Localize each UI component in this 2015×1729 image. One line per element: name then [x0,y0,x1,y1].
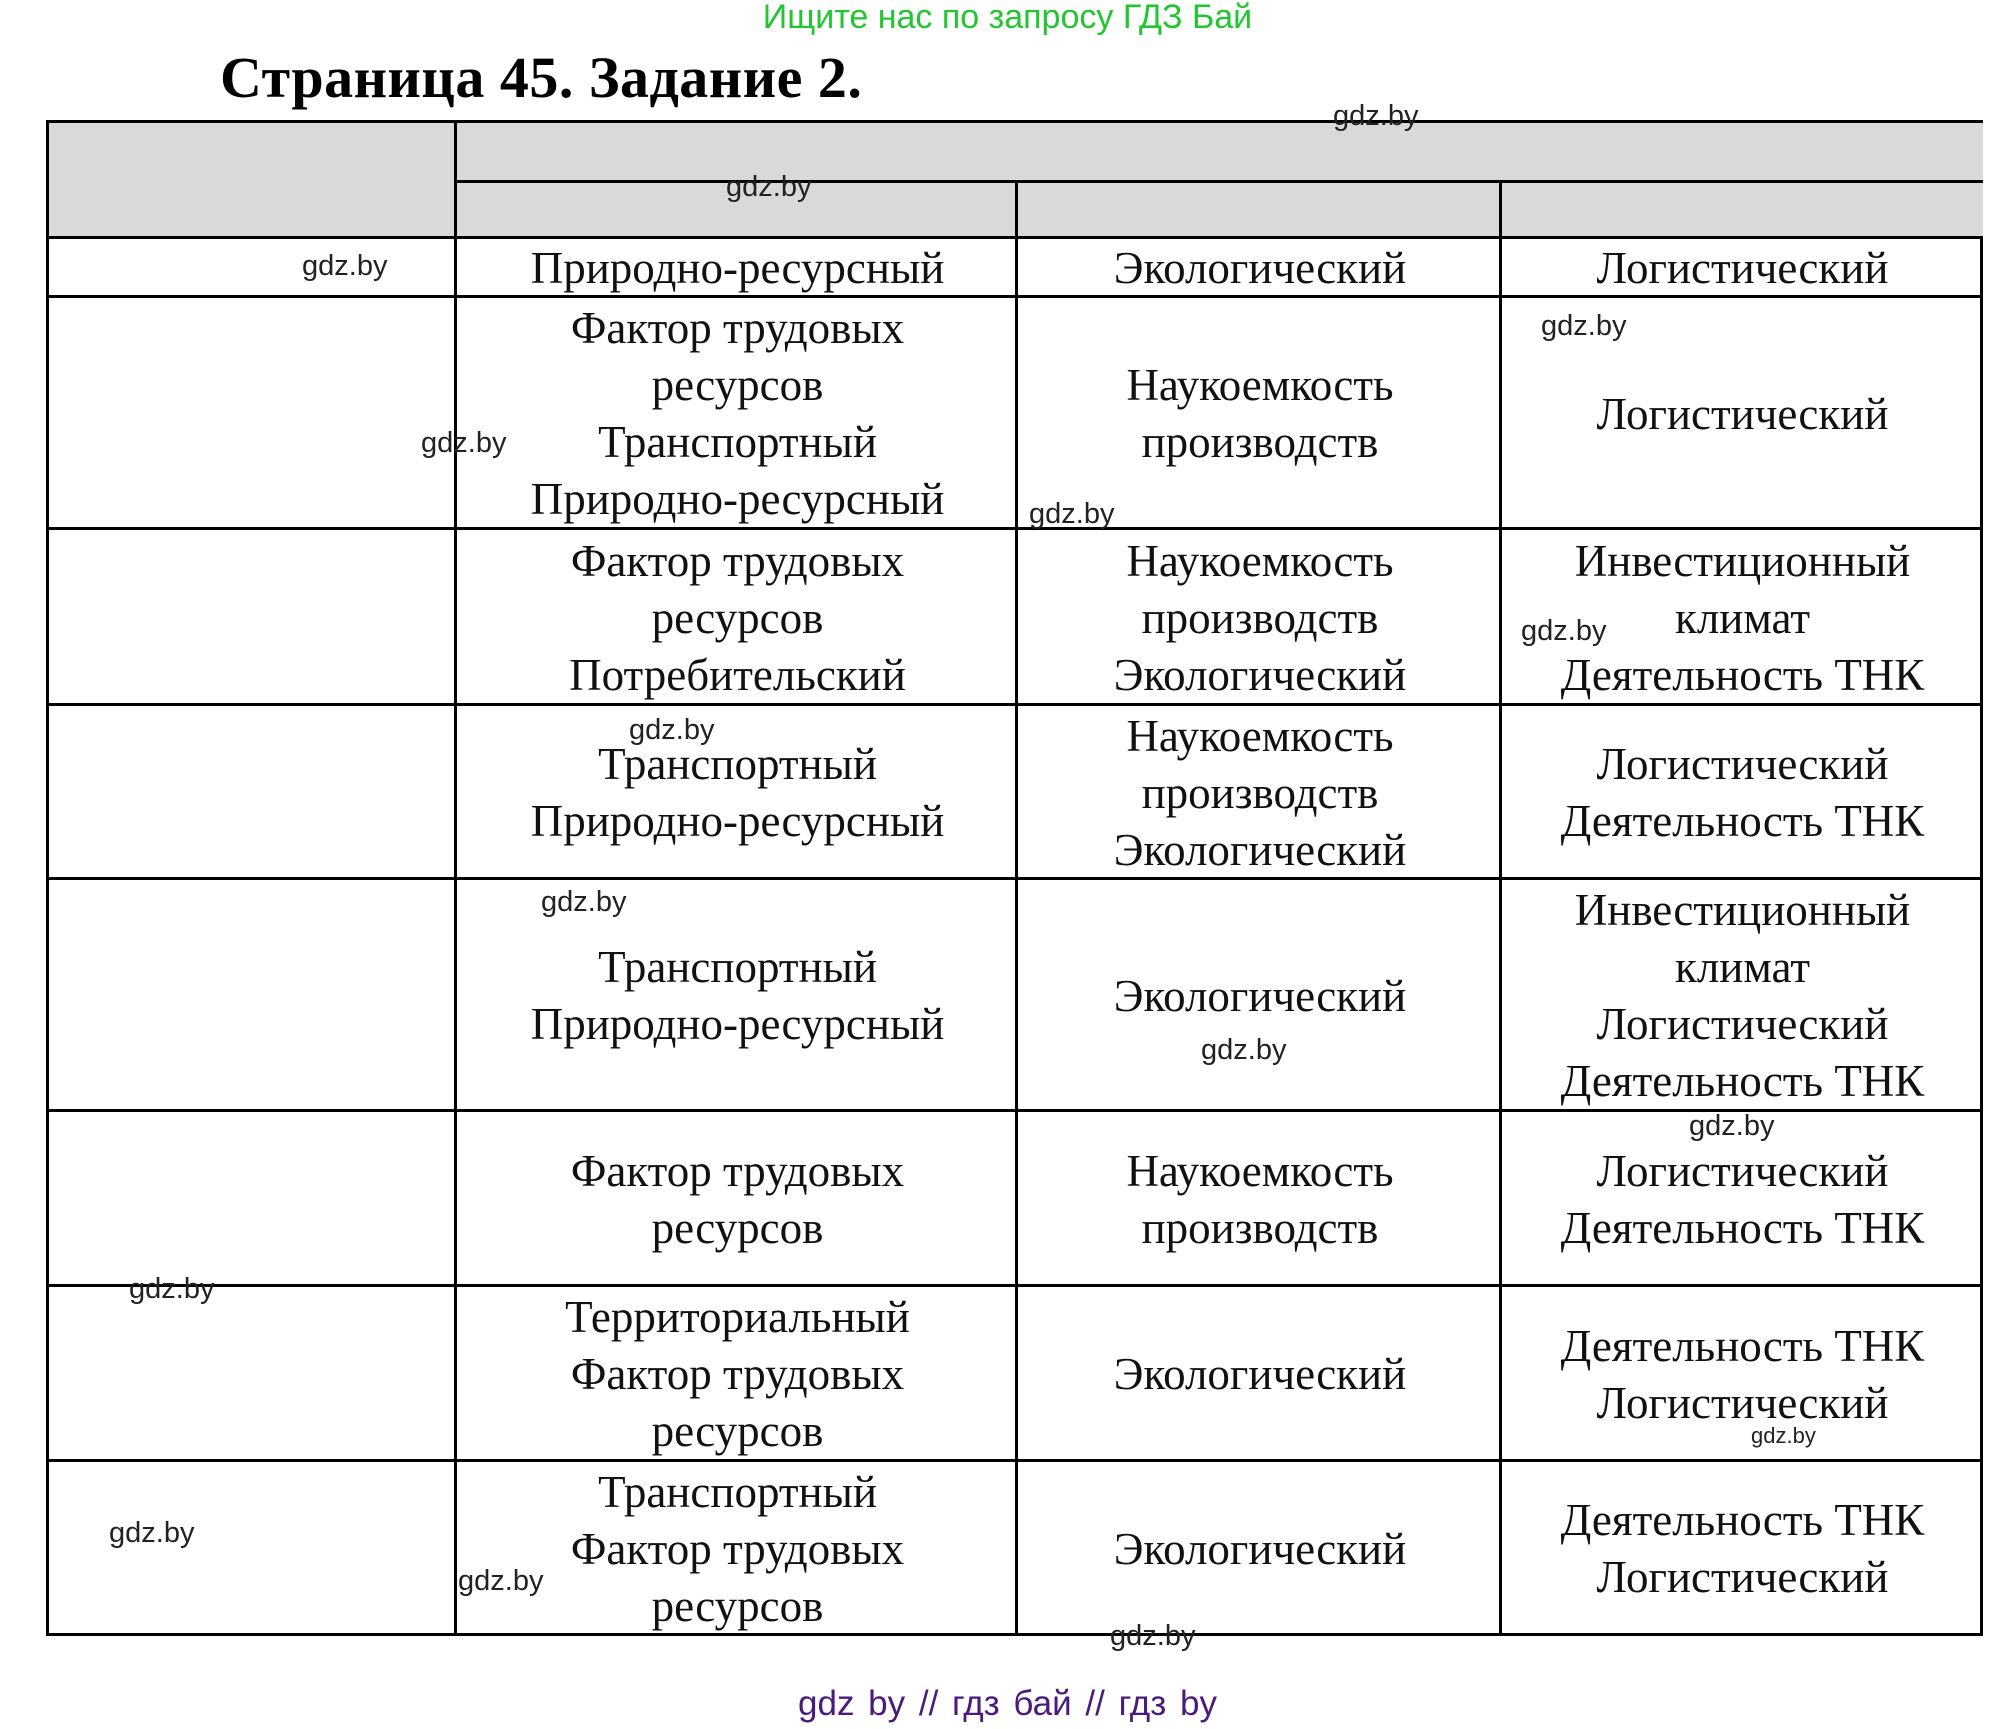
grid-line [49,877,1983,880]
table-cell [1018,1462,1502,1636]
watermark: gdz.by [1029,498,1115,530]
footer-links: gdz by // гдз бай // гдз by [798,1684,1217,1723]
subheader-cell-2 [1018,183,1502,239]
table-cell [457,239,1018,298]
table-cell [1502,1287,1983,1462]
watermark: gdz.by [458,1565,544,1597]
row-label-cell [49,530,457,706]
cell-line: Наукоемкость [1126,360,1394,410]
cell-line: Наукоемкость [1126,710,1394,761]
cell-line: Экологический [1113,1349,1407,1399]
cell-line: Наукоемкость [1126,1145,1394,1196]
table-cell [457,1287,1018,1462]
header-span-cell [457,123,1983,183]
watermark: gdz.by [726,171,812,203]
cell-line: Деятельность ТНК [1560,1202,1925,1253]
grid-line [49,703,1983,706]
watermark: gdz.by [302,250,388,282]
table-cell [1018,298,1502,530]
watermark: gdz.by [1751,1423,1816,1448]
cell-line: ресурсов [651,360,824,410]
grid-line [49,236,1983,239]
cell-line: Экологический [1113,970,1407,1021]
grid-line [1015,180,1018,1636]
cell-line: Экологический [1113,649,1407,700]
cell-line: Фактор трудовых [570,1349,905,1399]
cell-line: Транспортный [598,1466,877,1517]
cell-line: Деятельность ТНК [1560,1320,1925,1371]
subheader-cell-3 [1502,183,1983,239]
cell-line: Фактор трудовых [570,1145,905,1196]
watermark: gdz.by [1541,310,1627,342]
table-cell [1018,1112,1502,1287]
cell-line: производств [1141,417,1379,467]
table-cell [457,530,1018,706]
watermark: gdz.by [541,886,627,918]
row-label-cell [49,880,457,1112]
table-cell [457,298,1018,530]
grid-line [49,295,1983,298]
table-cell [1018,706,1502,880]
cell-line: Наукоемкость [1126,535,1394,586]
page-title: Страница 45. Задание 2. [220,45,863,110]
cell-line: Территориальный [565,1292,910,1342]
cell-line: ресурсов [651,592,824,643]
cell-line: ресурсов [651,1580,824,1631]
cell-line: Экологический [1113,1523,1407,1574]
row-label-cell [49,706,457,880]
cell-line: Логистический [1596,388,1889,439]
cell-line: Природно-ресурсный [530,999,945,1049]
cell-line: ресурсов [651,1406,824,1456]
cell-line: Деятельность ТНК [1560,649,1925,700]
table-cell [457,706,1018,880]
cell-line: производств [1141,1202,1379,1253]
cell-line: Деятельность ТНК [1560,1056,1925,1106]
cell-line: производств [1141,767,1379,818]
cell-line: Природно-ресурсный [530,243,945,293]
table-cell [457,1112,1018,1287]
cell-line: Деятельность ТНК [1560,1495,1925,1545]
table-cell [1502,239,1983,298]
cell-line: Логистический [1596,999,1889,1049]
watermark: gdz.by [1110,1620,1196,1652]
row-label-cell [49,239,457,298]
table-cell [1018,1287,1502,1462]
cell-line: Потребительский [569,649,906,700]
cell-line: Транспортный [598,942,877,992]
cell-line: Инвестиционный [1574,535,1911,586]
table-cell [457,1462,1018,1636]
cell-line: Деятельность ТНК [1560,796,1925,846]
cell-line: Фактор трудовых [570,535,905,586]
table-cell [1018,239,1502,298]
cell-line: Транспортный [598,739,877,789]
watermark: gdz.by [109,1517,195,1549]
table-cell [1502,706,1983,880]
cell-line: Инвестиционный [1574,885,1911,935]
cell-line: Экологический [1113,824,1407,875]
cell-line: Фактор трудовых [570,1523,905,1574]
cell-line: Логистический [1596,1552,1889,1602]
cell-line: Природно-ресурсный [530,796,945,846]
cell-line: Логистический [1596,243,1889,293]
cell-line: производств [1141,592,1379,643]
watermark: gdz.by [1689,1110,1775,1142]
grid-line [49,1459,1983,1462]
cell-line: Логистический [1596,1377,1889,1428]
grid-line [454,180,1983,183]
cell-line: ресурсов [651,1202,824,1253]
cell-line: Природно-ресурсный [530,474,945,524]
table-cell [1502,880,1983,1112]
cell-line: Логистический [1596,1145,1889,1196]
watermark: gdz.by [1333,100,1419,132]
watermark: gdz.by [629,714,715,746]
cell-line: климат [1674,592,1811,643]
cell-line: Логистический [1596,739,1889,789]
cell-line: Экологический [1113,243,1407,293]
row-label-cell [49,1112,457,1287]
grid-line [49,1284,1983,1287]
row-label-cell [49,1287,457,1462]
answer-table [46,120,1983,1636]
row-label-cell [49,298,457,530]
watermark: gdz.by [1521,615,1607,647]
promo-banner: Ищите нас по запросу ГДЗ Бай [762,0,1253,36]
watermark: gdz.by [129,1273,215,1305]
grid-line [1499,180,1502,1636]
header-corner-cell [49,123,457,239]
table-cell [1018,530,1502,706]
watermark: gdz.by [421,427,507,459]
cell-line: Транспортный [598,417,877,467]
cell-line: Фактор трудовых [570,303,905,353]
table-cell [1502,1462,1983,1636]
cell-line: климат [1674,942,1811,992]
watermark: gdz.by [1201,1034,1287,1066]
grid-line [49,527,1983,530]
table-cell [1018,880,1502,1112]
